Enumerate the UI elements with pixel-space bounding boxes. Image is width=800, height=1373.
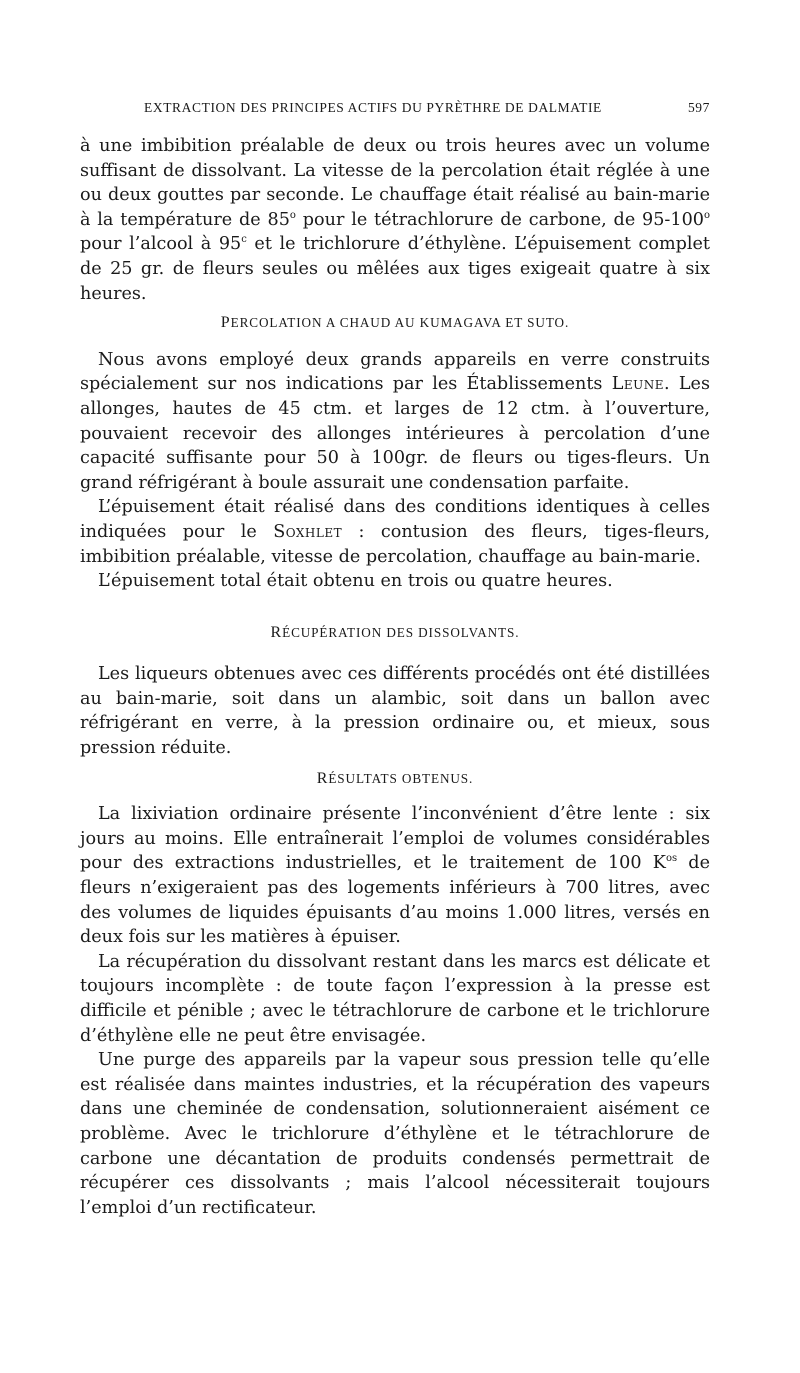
paragraph-6-text-b: de fleurs n’exigeraient pas des logements inférieurs à 700 litres, avec des volumes de liquides épuisants d’au moins 1.000 litres, versés en deux fois sur les matières à épuiser. [80,853,710,948]
paragraph-4: L’épuisement total était obtenu en trois ou quatre heures. [98,571,613,592]
paragraph-8: Une purge des appareils par la vapeur sous pression telle qu’elle est réalisée dans maintes industries, et la récupération des vapeurs dans une cheminée de condensation, solutionneraient aisément ce problème. Avec le trichlorure d’éthylène et le tétrachlorure de carbone une décantation de produits condensés permettrait de récupérer ces dissolvants ; mais l’alcool nécessiterait toujours l’emploi d’un rectificateur. [80,1050,710,1218]
paragraph-3-text-b: : contusion des fleurs, tiges-fleurs, imbibition préalable, vitesse de percolation, chauffage au bain-marie. [80,521,710,567]
paragraph-1-text-b: pour le tétrachlorure de carbone, de 95-100 [295,209,704,230]
heading-1-rest: ERCOLATION A CHAUD AU KUMAGAVA ET SUTO. [230,315,570,331]
paragraph-2-text-b: . Les allonges, hautes de 45 ctm. et larges de 12 ctm. à l’ouverture, pouvaient recevoir des allonges intérieures à percolation d’une capacité suffisante pour 50 à 100gr. de fleurs ou tiges-fleurs. Un grand réfrigérant à boule assurait une condensation parfaite. [80,374,711,493]
paragraph-3-text-a: L’épuisement était réalisé dans des conditions identiques à celles indiquées pour le [80,497,710,542]
section-heading-resultats [80,767,710,792]
running-head-title: EXTRACTION DES PRINCIPES ACTIFS DU PYRÈTHRE DE DALMATIE [144,100,602,115]
page-number: 597 [687,100,710,115]
paragraph-2-text-a: Nous avons employé deux grands appareils en verre construits spécialement sur nos indications par les Établissements [80,349,710,395]
paragraph-6 [80,802,710,950]
body-text [80,134,710,1220]
paragraph-7: La récupération du dissolvant restant dans les marcs est délicate et toujours incomplète : de toute façon l’expression à la presse est difficile et pénible ; avec le tétrachlorure de carbone et le trichlorure d’éthylène elle ne peut être envisagée. [80,951,710,1046]
heading-3-rest: ÉSULTATS OBTENUS. [328,770,474,786]
paragraph-2 [80,348,710,496]
name-soxhlet: Soxhlet [273,521,343,542]
running-head [80,100,710,116]
paragraph-1-text-d: et le trichlorure d’éthylène. L’épuisement complet de 25 gr. de fleurs seules ou mêlées aux tiges exigeait quatre à six heures. [80,234,710,304]
heading-3-initial: R [316,769,329,787]
paragraph-3 [80,495,710,569]
paragraph-1-text-a: à une imbibition préalable de deux ou trois heures avec un volume suffisant de dissolvant. La vitesse de la percolation était réglée à une ou deux gouttes par seconde. Le chauffage était réalisé au bain-marie à la température de 85 [80,136,710,230]
section-heading-percolation [80,311,710,336]
paragraph-1 [80,134,710,306]
section-heading-recuperation [80,621,710,646]
heading-1-initial: P [220,314,231,332]
book-page [80,100,710,1220]
degree-sup-1: o [289,209,296,221]
degree-sup-2: o [703,209,710,221]
heading-2-rest: ÉCUPÉRATION DES DISSOLVANTS. [282,624,520,640]
degree-sup-3: c [241,234,247,246]
name-leune: Leune [611,374,665,395]
heading-2-initial: R [270,623,283,641]
paragraph-1-text-c: pour l’alcool à 95 [80,234,242,255]
kilos-sup: os [665,853,678,865]
paragraph-5: Les liqueurs obtenues avec ces différents procédés ont été distillées au bain-marie, soit dans un alambic, soit dans un ballon avec réfrigérant en verre, à la pression ordinaire ou, et mieux, sous pression réduite. [80,664,710,759]
paragraph-6-text-a: La lixiviation ordinaire présente l’inconvénient d’être lente : six jours au moins. Elle entraînerait l’emploi de volumes considérables pour des extractions industrielles, et le traitement de 100 K [80,804,710,874]
